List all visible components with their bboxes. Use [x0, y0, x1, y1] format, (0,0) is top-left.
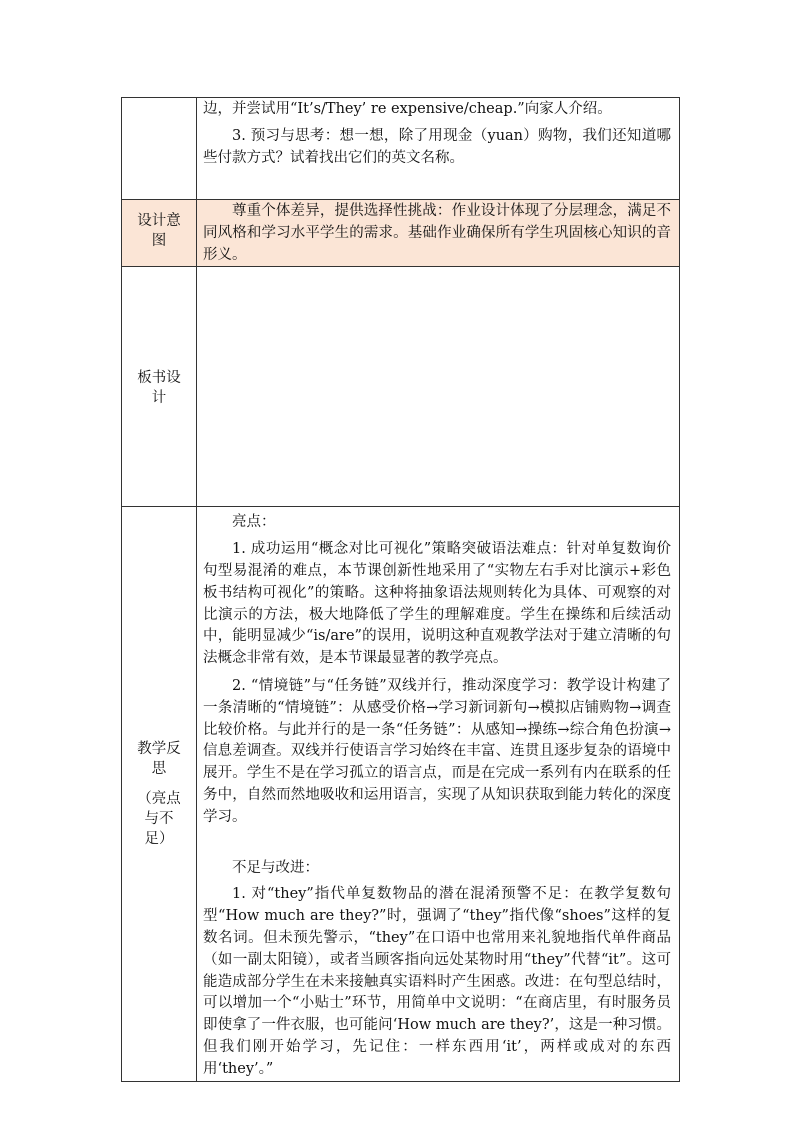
- design-intent-label: [122, 200, 197, 267]
- reflection-sublabel-line1: （亮点: [137, 790, 181, 807]
- homework-label-cell: [122, 98, 197, 200]
- board-design-label: [122, 267, 197, 507]
- reflection-sublabel-line3: 足）: [144, 830, 174, 847]
- highlights-heading: 亮点：: [232, 514, 276, 531]
- board-design-row: [122, 267, 680, 507]
- highlight-item-2: 2. “情境链”与“任务链”双线并行，推动深度学习：教学设计构建了一条清晰的“情境链”：从感受价格→学习新词新句→模拟店铺购物→调查比较价格。与此并行的是一条“任务链”：从感知→操练→综合角色扮演→信息差调查。双线并行使语言学习始终在丰富、连贯且逐步复杂的语境中展开。学生不是在学习孤立的语言点，而是在完成一系列有内在联系的任务中，自然而然地吸收和运用语言，实现了从知识获取到能力转化的深度学习。: [203, 677, 671, 825]
- reflection-row: [122, 507, 680, 1081]
- homework-item-3: 3. 预习与思考：想一想，除了用现金（yuan）购物，我们还知道哪些付款方式？试着找出它们的英文名称。: [203, 127, 671, 166]
- reflection-label-line2: 思: [151, 760, 167, 777]
- reflection-label-line1: 教学反: [137, 740, 181, 757]
- highlight-item-1: 1. 成功运用“概念对比可视化”策略突破语法难点：针对单复数询价句型易混淆的难点，本节课创新性地采用了“实物左右手对比演示+彩色板书结构可视化”的策略。这种将抽象语法规则转化为具体、可观察的对比演示的方法，极大地降低了学生的理解难度。学生在操练和后续活动中，能明显减少“is/are”的误用，说明这种直观教学法对于建立清晰的句法概念非常有效，是本节课最显著的教学亮点。: [203, 541, 671, 667]
- design-intent-content: [197, 200, 680, 267]
- shortcomings-heading: 不足与改进：: [232, 859, 319, 876]
- homework-row: [122, 98, 680, 200]
- reflection-content: [197, 507, 680, 1081]
- design-intent-label-line2: 图: [151, 233, 167, 249]
- shortcoming-item-1: 1. 对“they”指代单复数物品的潜在混淆预警不足：在教学复数句型“How much are they?”时，强调了“they”指代像“shoes”这样的复数名词。但未预先警示，“they”在口语中也常用来礼貌地指代单件商品（如一副太阳镜），或者当顾客指向远处某物时用“they”代替“it”。这可能造成部分学生在未来接触真实语料时产生困惑。改进：在句型总结时，可以增加一个“小贴士”环节，用简单中文说明：“在商店里，有时服务员即使拿了一件衣服，也可能问‘How much are they?’，这是一种习惯。但我们刚开始学习，先记住：一样东西用‘it’，两样或成对的东西用‘they’。”: [203, 886, 671, 1077]
- homework-continued-line: 边，并尝试用“It’s/They’ re expensive/cheap.”向家人介绍。: [203, 101, 612, 117]
- board-design-label-line2: 计: [151, 389, 167, 406]
- reflection-sublabel-line2: 与不: [144, 810, 174, 827]
- reflection-label: [122, 507, 197, 1081]
- design-intent-label-line1: 设计意: [137, 213, 181, 229]
- board-design-content: [197, 267, 680, 507]
- homework-content-cell: [197, 98, 680, 200]
- lesson-plan-table: [121, 97, 680, 1082]
- design-intent-row: [122, 200, 680, 267]
- design-intent-text: 尊重个体差异，提供选择性挑战：作业设计体现了分层理念，满足不同风格和学习水平学生的需求。基础作业确保所有学生巩固核心知识的音形义。: [203, 203, 671, 263]
- board-design-label-line1: 板书设: [137, 369, 181, 386]
